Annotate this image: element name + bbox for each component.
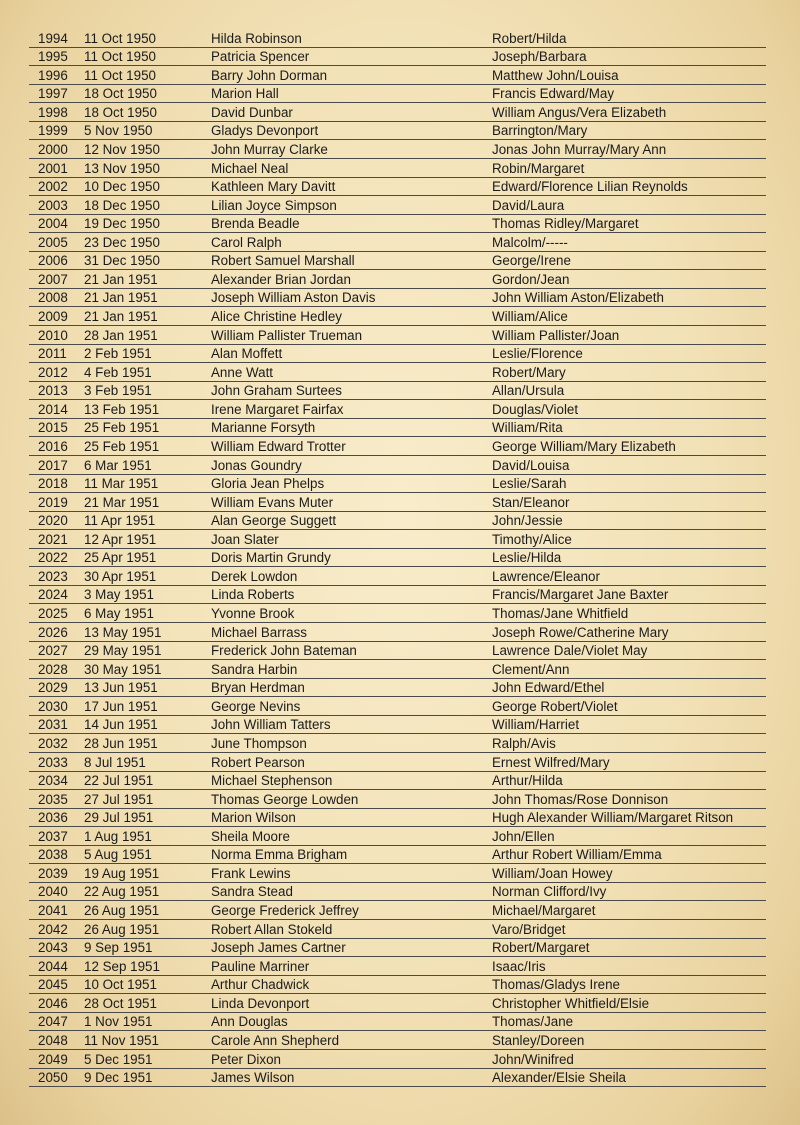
entry-date: 28 Jan 1951 xyxy=(84,327,158,343)
entry-parents: David/Laura xyxy=(492,197,565,213)
entry-date: 19 Aug 1951 xyxy=(84,865,160,881)
entry-number: 2004 xyxy=(38,216,68,232)
register-row xyxy=(29,159,766,178)
entry-name: Derek Lowdon xyxy=(211,568,298,584)
entry-number: 2037 xyxy=(38,828,68,844)
register-row xyxy=(29,29,766,48)
register-row xyxy=(29,772,766,791)
entry-name: William Evans Muter xyxy=(211,494,334,510)
entry-name: Thomas George Lowden xyxy=(211,791,359,807)
entry-number: 2040 xyxy=(38,884,68,900)
entry-parents: John/Ellen xyxy=(492,828,555,844)
entry-parents: Timothy/Alice xyxy=(492,531,572,547)
entry-date: 28 Oct 1951 xyxy=(84,995,157,1011)
entry-date: 31 Dec 1950 xyxy=(84,253,160,269)
register-row xyxy=(29,883,766,902)
entry-number: 2032 xyxy=(38,735,68,751)
register-row xyxy=(29,326,766,345)
entry-name: Marianne Forsyth xyxy=(211,420,316,436)
register-row xyxy=(29,215,766,234)
register-row xyxy=(29,252,766,271)
entry-date: 11 Oct 1950 xyxy=(84,30,156,46)
register-row xyxy=(29,437,766,456)
entry-name: Norma Emma Brigham xyxy=(211,847,348,863)
entry-parents: Leslie/Sarah xyxy=(492,476,567,492)
entry-parents: Leslie/Hilda xyxy=(492,550,562,566)
entry-number: 2029 xyxy=(38,680,68,696)
register-row xyxy=(29,419,766,438)
entry-name: Linda Roberts xyxy=(211,587,295,603)
entry-parents: Christopher Whitfield/Elsie xyxy=(492,995,650,1011)
entry-name: Peter Dixon xyxy=(211,1051,281,1067)
entry-number: 2042 xyxy=(38,921,68,937)
entry-name: Joseph James Cartner xyxy=(211,940,346,956)
register-row xyxy=(29,846,766,865)
entry-date: 13 Jun 1951 xyxy=(84,680,158,696)
entry-name: William Pallister Trueman xyxy=(211,327,363,343)
entry-number: 2039 xyxy=(38,865,68,881)
entry-parents: Robert/Margaret xyxy=(492,940,590,956)
entry-parents: David/Louisa xyxy=(492,457,570,473)
entry-name: Bryan Herdman xyxy=(211,680,305,696)
entry-name: Alan George Suggett xyxy=(211,513,337,529)
entry-parents: John Thomas/Rose Donnison xyxy=(492,791,669,807)
register-row xyxy=(29,901,766,920)
entry-name: Sheila Moore xyxy=(211,828,290,844)
register-row xyxy=(29,475,766,494)
entry-number: 2031 xyxy=(38,717,68,733)
entry-date: 30 May 1951 xyxy=(84,661,162,677)
register-row xyxy=(29,920,766,939)
entry-number: 2047 xyxy=(38,1014,68,1030)
entry-number: 2017 xyxy=(38,457,68,473)
register-row xyxy=(29,697,766,716)
entry-date: 9 Sep 1951 xyxy=(84,940,153,956)
entry-parents: Francis/Margaret Jane Baxter xyxy=(492,587,669,603)
entry-parents: Clement/Ann xyxy=(492,661,570,677)
entry-name: George Nevins xyxy=(211,698,301,714)
entry-date: 23 Dec 1950 xyxy=(84,234,160,250)
entry-name: Brenda Beadle xyxy=(211,216,300,232)
entry-date: 3 Feb 1951 xyxy=(84,383,152,399)
entry-date: 12 Sep 1951 xyxy=(84,958,160,974)
entry-number: 2046 xyxy=(38,995,68,1011)
entry-date: 1 Aug 1951 xyxy=(84,828,152,844)
entry-name: Irene Margaret Fairfax xyxy=(211,401,344,417)
entry-parents: Robert/Hilda xyxy=(492,30,567,46)
entry-parents: Stan/Eleanor xyxy=(492,494,570,510)
entry-parents: John/Jessie xyxy=(492,513,563,529)
entry-parents: Edward/Florence Lilian Reynolds xyxy=(492,179,688,195)
entry-date: 10 Oct 1951 xyxy=(84,977,157,993)
entry-parents: George William/Mary Elizabeth xyxy=(492,438,676,454)
entry-parents: John William Aston/Elizabeth xyxy=(492,290,664,306)
entry-number: 2020 xyxy=(38,513,68,529)
entry-number: 2002 xyxy=(38,179,68,195)
entry-number: 2011 xyxy=(38,346,67,362)
entry-name: Michael Barrass xyxy=(211,624,307,640)
entry-date: 6 May 1951 xyxy=(84,606,154,621)
entry-date: 13 May 1951 xyxy=(84,624,162,640)
entry-date: 18 Oct 1950 xyxy=(84,104,157,120)
entry-name: Joan Slater xyxy=(211,531,279,547)
entry-number: 2048 xyxy=(38,1032,68,1048)
register-row xyxy=(29,122,766,141)
register-row xyxy=(29,85,766,104)
entry-name: Michael Neal xyxy=(211,160,289,176)
entry-parents: Leslie/Florence xyxy=(492,346,583,362)
register-row xyxy=(29,400,766,419)
entry-date: 18 Dec 1950 xyxy=(84,197,160,213)
entry-date: 11 Nov 1951 xyxy=(84,1032,159,1048)
entry-number: 2019 xyxy=(38,494,68,510)
register-row xyxy=(29,734,766,753)
entry-parents: Douglas/Violet xyxy=(492,401,579,417)
entry-parents: John/Winifred xyxy=(492,1051,574,1067)
entry-name: Frank Lewins xyxy=(211,865,291,881)
entry-name: Marion Wilson xyxy=(211,810,296,826)
register-row xyxy=(29,363,766,382)
register-row xyxy=(29,1069,766,1088)
entry-parents: Thomas/Jane Whitfield xyxy=(492,606,629,621)
entry-parents: William/Harriet xyxy=(492,717,580,733)
register-row xyxy=(29,530,766,549)
register-row xyxy=(29,345,766,364)
entry-name: Yvonne Brook xyxy=(211,606,295,621)
entry-name: Kathleen Mary Davitt xyxy=(211,179,336,195)
entry-number: 2022 xyxy=(38,550,68,566)
entry-name: John Graham Surtees xyxy=(211,383,342,399)
register-row xyxy=(29,66,766,85)
entry-name: Alice Christine Hedley xyxy=(211,309,342,324)
entry-name: Robert Allan Stokeld xyxy=(211,921,333,937)
entry-name: Linda Devonport xyxy=(211,995,310,1011)
entry-parents: William/Rita xyxy=(492,420,563,436)
register-row xyxy=(29,307,766,326)
register-row xyxy=(29,233,766,252)
entry-number: 2014 xyxy=(38,401,68,417)
entry-date: 21 Jan 1951 xyxy=(84,309,158,324)
entry-name: Lilian Joyce Simpson xyxy=(211,197,337,213)
entry-number: 2025 xyxy=(38,606,68,621)
entry-name: Ann Douglas xyxy=(211,1014,288,1030)
entry-date: 12 Apr 1951 xyxy=(84,531,157,547)
entry-date: 5 Nov 1950 xyxy=(84,123,153,139)
entry-number: 2018 xyxy=(38,476,68,492)
entry-parents: Alexander/Elsie Sheila xyxy=(492,1070,626,1086)
register-row xyxy=(29,716,766,735)
entry-number: 2044 xyxy=(38,958,68,974)
entry-date: 2 Feb 1951 xyxy=(84,346,152,362)
entry-name: Gloria Jean Phelps xyxy=(211,476,325,492)
entry-number: 2033 xyxy=(38,754,68,770)
entry-number: 2041 xyxy=(38,903,68,918)
entry-parents: Malcolm/----- xyxy=(492,234,568,250)
entry-date: 21 Mar 1951 xyxy=(84,494,160,510)
entry-date: 29 Jul 1951 xyxy=(84,810,154,826)
entry-parents: Allan/Ursula xyxy=(492,383,565,399)
entry-parents: Thomas/Gladys Irene xyxy=(492,977,621,993)
entry-name: June Thompson xyxy=(211,735,307,751)
entry-parents: Jonas John Murray/Mary Ann xyxy=(492,141,667,157)
entry-parents: Isaac/Iris xyxy=(492,958,546,974)
entry-name: Sandra Stead xyxy=(211,884,293,900)
entry-date: 10 Dec 1950 xyxy=(84,179,160,195)
entry-date: 4 Feb 1951 xyxy=(84,364,152,380)
register-row xyxy=(29,864,766,883)
register-row xyxy=(29,642,766,661)
entry-date: 21 Jan 1951 xyxy=(84,290,158,306)
register-row xyxy=(29,827,766,846)
entry-parents: Michael/Margaret xyxy=(492,903,596,918)
entry-number: 2007 xyxy=(38,271,68,287)
entry-name: George Frederick Jeffrey xyxy=(211,903,359,918)
entry-parents: Ralph/Avis xyxy=(492,735,556,751)
entry-number: 2010 xyxy=(38,327,68,343)
register-row xyxy=(29,512,766,531)
register-table xyxy=(29,29,766,1087)
entry-parents: Hugh Alexander William/Margaret Ritson xyxy=(492,810,734,826)
entry-number: 2003 xyxy=(38,197,68,213)
entry-parents: William/Joan Howey xyxy=(492,865,613,881)
entry-date: 25 Feb 1951 xyxy=(84,420,160,436)
entry-date: 17 Jun 1951 xyxy=(84,698,158,714)
entry-name: Carole Ann Shepherd xyxy=(211,1032,340,1048)
entry-number: 2012 xyxy=(38,364,68,380)
entry-parents: Stanley/Doreen xyxy=(492,1032,585,1048)
entry-number: 2035 xyxy=(38,791,68,807)
entry-number: 2038 xyxy=(38,847,68,863)
entry-name: Pauline Marriner xyxy=(211,958,310,974)
entry-date: 14 Jun 1951 xyxy=(84,717,158,733)
entry-parents: Gordon/Jean xyxy=(492,271,570,287)
entry-parents: George/Irene xyxy=(492,253,571,269)
register-row xyxy=(29,957,766,976)
entry-date: 19 Dec 1950 xyxy=(84,216,160,232)
entry-date: 21 Jan 1951 xyxy=(84,271,158,287)
entry-number: 2049 xyxy=(38,1051,68,1067)
entry-name: Barry John Dorman xyxy=(211,67,328,83)
entry-date: 12 Nov 1950 xyxy=(84,141,160,157)
entry-parents: Norman Clifford/Ivy xyxy=(492,884,607,900)
entry-number: 2013 xyxy=(38,383,68,399)
register-row xyxy=(29,994,766,1013)
entry-name: Carol Ralph xyxy=(211,234,282,250)
register-row xyxy=(29,976,766,995)
register-row xyxy=(29,549,766,568)
entry-name: Michael Stephenson xyxy=(211,773,333,789)
register-row xyxy=(29,289,766,308)
entry-number: 2028 xyxy=(38,661,68,677)
entry-name: Joseph William Aston Davis xyxy=(211,290,376,306)
entry-name: John Murray Clarke xyxy=(211,141,328,157)
entry-number: 2009 xyxy=(38,309,68,324)
entry-date: 9 Dec 1951 xyxy=(84,1070,153,1086)
entry-number: 2030 xyxy=(38,698,68,714)
register-row xyxy=(29,178,766,197)
entry-name: Robert Pearson xyxy=(211,754,305,770)
entry-number: 2023 xyxy=(38,568,68,584)
entry-parents: Joseph Rowe/Catherine Mary xyxy=(492,624,669,640)
entry-name: James Wilson xyxy=(211,1070,295,1086)
entry-date: 8 Jul 1951 xyxy=(84,754,146,770)
register-row xyxy=(29,140,766,159)
register-row xyxy=(29,382,766,401)
entry-number: 2036 xyxy=(38,810,68,826)
entry-date: 22 Aug 1951 xyxy=(84,884,160,900)
entry-date: 18 Oct 1950 xyxy=(84,86,157,102)
entry-date: 1 Nov 1951 xyxy=(84,1014,153,1030)
entry-number: 2015 xyxy=(38,420,68,436)
entry-name: Marion Hall xyxy=(211,86,279,102)
entry-date: 5 Dec 1951 xyxy=(84,1051,153,1067)
register-row xyxy=(29,456,766,475)
entry-parents: Lawrence Dale/Violet May xyxy=(492,643,648,659)
entry-number: 2050 xyxy=(38,1070,68,1086)
entry-name: David Dunbar xyxy=(211,104,293,120)
entry-name: Arthur Chadwick xyxy=(211,977,310,993)
register-row xyxy=(29,1050,766,1069)
entry-name: Alan Moffett xyxy=(211,346,283,362)
entry-parents: William Pallister/Joan xyxy=(492,327,620,343)
entry-date: 6 Mar 1951 xyxy=(84,457,152,473)
entry-name: Robert Samuel Marshall xyxy=(211,253,355,269)
entry-date: 26 Aug 1951 xyxy=(84,921,160,937)
entry-number: 2021 xyxy=(38,531,68,547)
entry-parents: William/Alice xyxy=(492,309,568,324)
register-row xyxy=(29,270,766,289)
entry-name: Sandra Harbin xyxy=(211,661,298,677)
register-row xyxy=(29,103,766,122)
entry-date: 13 Nov 1950 xyxy=(84,160,160,176)
entry-parents: Ernest Wilfred/Mary xyxy=(492,754,610,770)
register-row xyxy=(29,679,766,698)
entry-parents: Lawrence/Eleanor xyxy=(492,568,600,584)
entry-parents: Joseph/Barbara xyxy=(492,49,587,65)
entry-name: Anne Watt xyxy=(211,364,274,380)
entry-parents: Barrington/Mary xyxy=(492,123,588,139)
entry-number: 2043 xyxy=(38,940,68,956)
entry-parents: Matthew John/Louisa xyxy=(492,67,619,83)
entry-number: 2001 xyxy=(38,160,68,176)
entry-number: 1999 xyxy=(38,123,68,139)
entry-number: 2027 xyxy=(38,643,68,659)
entry-date: 11 Mar 1951 xyxy=(84,476,159,492)
entry-parents: Francis Edward/May xyxy=(492,86,615,102)
register-row xyxy=(29,939,766,958)
register-row xyxy=(29,48,766,67)
register-row xyxy=(29,567,766,586)
entry-parents: Thomas/Jane xyxy=(492,1014,574,1030)
entry-name: Jonas Goundry xyxy=(211,457,302,473)
entry-name: Alexander Brian Jordan xyxy=(211,271,351,287)
entry-name: Frederick John Bateman xyxy=(211,643,357,659)
entry-number: 2024 xyxy=(38,587,68,603)
register-row xyxy=(29,196,766,215)
entry-number: 2026 xyxy=(38,624,68,640)
entry-date: 28 Jun 1951 xyxy=(84,735,158,751)
entry-parents: George Robert/Violet xyxy=(492,698,618,714)
register-row xyxy=(29,493,766,512)
entry-parents: Varo/Bridget xyxy=(492,921,566,937)
entry-number: 2034 xyxy=(38,773,68,789)
entry-parents: Arthur/Hilda xyxy=(492,773,563,789)
entry-name: Patricia Spencer xyxy=(211,49,310,65)
entry-number: 2008 xyxy=(38,290,68,306)
register-row xyxy=(29,809,766,828)
entry-parents: Thomas Ridley/Margaret xyxy=(492,216,639,232)
entry-name: Doris Martin Grundy xyxy=(211,550,331,566)
entry-date: 13 Feb 1951 xyxy=(84,401,160,417)
entry-number: 1998 xyxy=(38,104,68,120)
entry-number: 2000 xyxy=(38,141,68,157)
entry-parents: William Angus/Vera Elizabeth xyxy=(492,104,667,120)
register-row xyxy=(29,753,766,772)
entry-date: 29 May 1951 xyxy=(84,643,162,659)
entry-date: 11 Apr 1951 xyxy=(84,513,156,529)
entry-parents: John Edward/Ethel xyxy=(492,680,605,696)
entry-name: Gladys Devonport xyxy=(211,123,319,139)
entry-date: 25 Apr 1951 xyxy=(84,550,157,566)
entry-number: 1996 xyxy=(38,67,68,83)
entry-date: 26 Aug 1951 xyxy=(84,903,160,918)
entry-number: 2005 xyxy=(38,234,68,250)
entry-parents: Arthur Robert William/Emma xyxy=(492,847,662,863)
register-row xyxy=(29,586,766,605)
entry-number: 1995 xyxy=(38,49,68,65)
register-row xyxy=(29,660,766,679)
register-row xyxy=(29,1031,766,1050)
entry-number: 1997 xyxy=(38,86,68,102)
entry-number: 2045 xyxy=(38,977,68,993)
entry-date: 27 Jul 1951 xyxy=(84,791,154,807)
entry-number: 2016 xyxy=(38,438,68,454)
register-row xyxy=(29,790,766,809)
entry-date: 22 Jul 1951 xyxy=(84,773,154,789)
entry-number: 1994 xyxy=(38,30,68,46)
entry-date: 5 Aug 1951 xyxy=(84,847,152,863)
register-row xyxy=(29,623,766,642)
entry-date: 3 May 1951 xyxy=(84,587,154,603)
entry-date: 11 Oct 1950 xyxy=(84,49,156,65)
entry-name: William Edward Trotter xyxy=(211,438,346,454)
entry-parents: Robert/Mary xyxy=(492,364,566,380)
entry-number: 2006 xyxy=(38,253,68,269)
entry-date: 25 Feb 1951 xyxy=(84,438,160,454)
entry-date: 30 Apr 1951 xyxy=(84,568,157,584)
entry-parents: Robin/Margaret xyxy=(492,160,585,176)
entry-date: 11 Oct 1950 xyxy=(84,67,156,83)
register-row xyxy=(29,604,766,623)
entry-name: Hilda Robinson xyxy=(211,30,302,46)
register-row xyxy=(29,1013,766,1032)
entry-name: John William Tatters xyxy=(211,717,331,733)
